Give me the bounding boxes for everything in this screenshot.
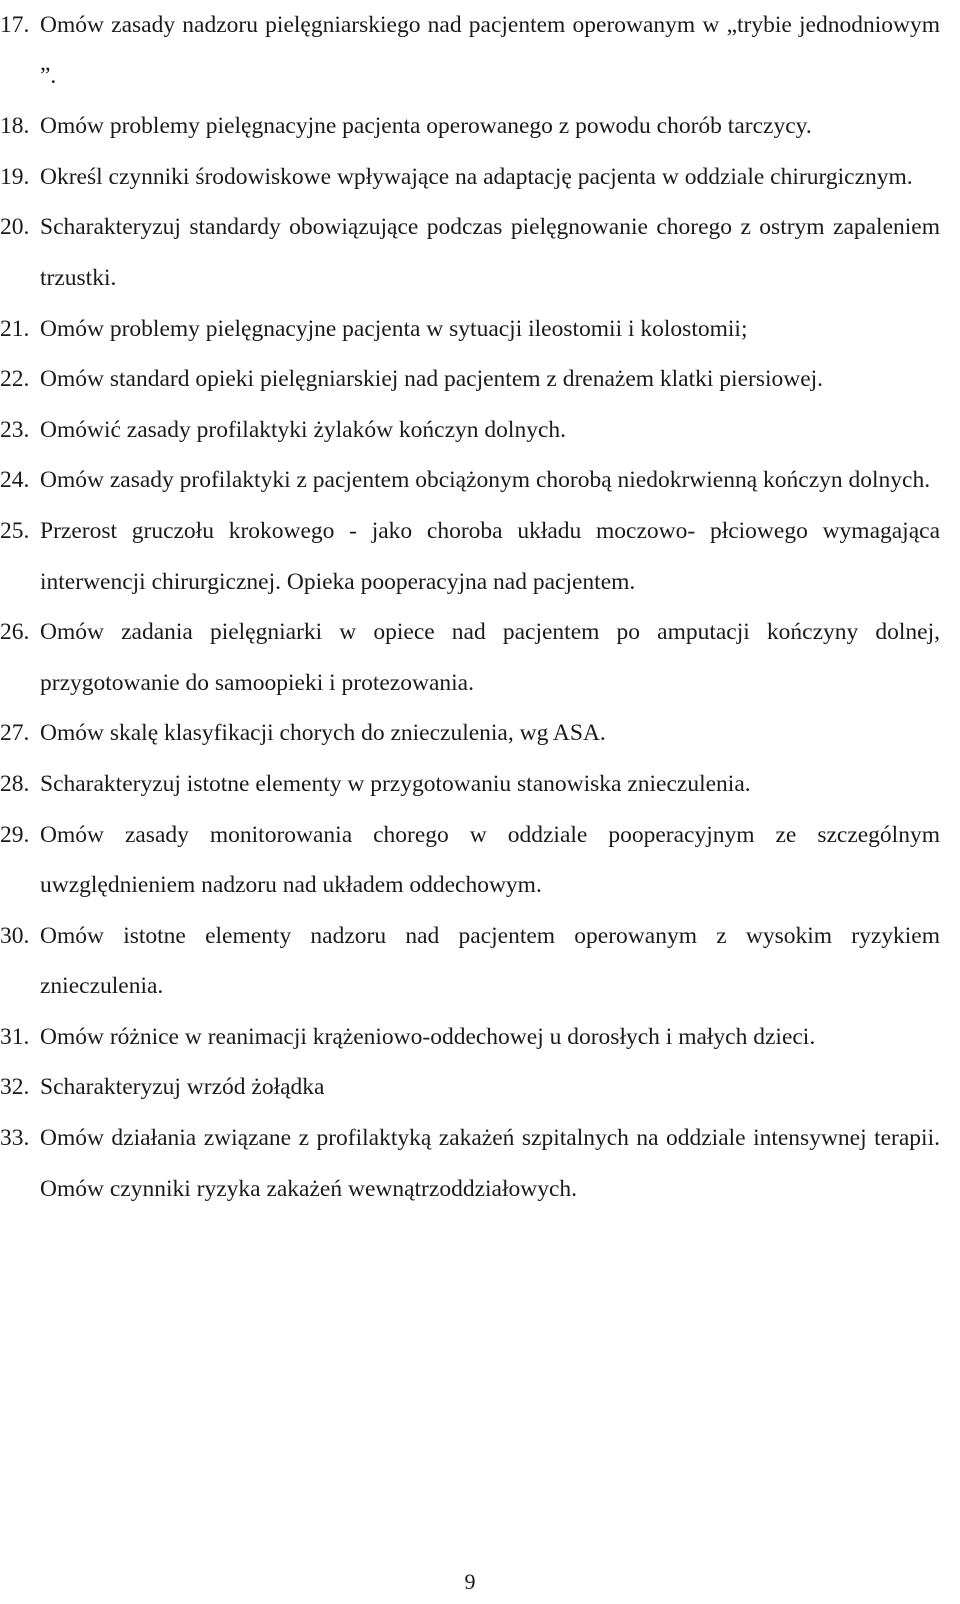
question-item-27 [0, 708, 940, 759]
question-text: Określ czynniki środowiskowe wpływające na adaptację pacjenta w oddziale chirurgicznym. [40, 163, 913, 190]
question-text: Scharakteryzuj wrzód żołądka [40, 1074, 325, 1101]
question-text: Omów zasady profilaktyki z pacjentem obciążonym chorobą niedokrwienną kończyn dolnych. [40, 467, 931, 494]
question-text: Omów standard opieki pielęgniarskiej nad pacjentem z drenażem klatki piersiowej. [40, 366, 824, 393]
question-item-29 [0, 810, 940, 911]
question-number: 30. [0, 922, 30, 949]
question-item-28 [0, 759, 940, 810]
question-item-20 [0, 202, 940, 303]
question-number: 31. [0, 1023, 30, 1050]
question-item-23 [0, 405, 940, 456]
question-number: 33. [0, 1125, 30, 1152]
question-number: 18. [0, 113, 30, 140]
question-text: Omów działania związane z profilaktyką zakażeń szpitalnych na oddziale intensywnej terapii. Omów czynniki ryzyka zakażeń wewnątrzoddziałowych. [40, 1125, 940, 1202]
question-number: 17. [0, 12, 30, 38]
question-text: Omów problemy pielęgnacyjne pacjenta w sytuacji ileostomii i kolostomii; [40, 315, 748, 342]
question-item-31 [0, 1012, 940, 1063]
question-number: 32. [0, 1074, 30, 1101]
question-number: 24. [0, 467, 30, 494]
question-item-17 [0, 0, 940, 101]
question-text: Omów problemy pielęgnacyjne pacjenta operowanego z powodu chorób tarczycy. [40, 113, 812, 140]
question-number: 21. [0, 315, 30, 342]
page-number: 9 [464, 1569, 476, 1594]
question-number: 28. [0, 770, 30, 797]
question-item-19 [0, 152, 940, 203]
question-text: Omów skalę klasyfikacji chorych do znieczulenia, wg ASA. [40, 720, 606, 747]
question-text: Omów zadania pielęgniarki w opiece nad pacjentem po amputacji kończyny dolnej, przygotowanie do samoopieki i protezowania. [40, 619, 940, 696]
question-item-21 [0, 304, 940, 355]
question-item-25 [0, 506, 940, 607]
question-item-26 [0, 607, 940, 708]
question-text: Omówić zasady profilaktyki żylaków kończyn dolnych. [40, 416, 566, 443]
question-item-18 [0, 101, 940, 152]
question-item-24 [0, 455, 940, 506]
question-text: Omów istotne elementy nadzoru nad pacjentem operowanym z wysokim ryzykiem znieczulenia. [40, 922, 940, 1000]
question-number: 23. [0, 416, 30, 443]
question-text: Omów różnice w reanimacji krążeniowo-oddechowej u dorosłych i małych dzieci. [40, 1023, 816, 1050]
question-text: Scharakteryzuj istotne elementy w przygotowaniu stanowiska znieczulenia. [40, 770, 751, 797]
question-item-30 [0, 911, 940, 1012]
question-item-33 [0, 1113, 940, 1214]
question-text: Omów zasady monitorowania chorego w oddziale pooperacyjnym ze szczególnym uwzględnieniem nadzoru nad układem oddechowym. [40, 821, 940, 899]
question-number: 19. [0, 163, 30, 190]
question-number: 22. [0, 366, 30, 393]
question-number: 29. [0, 821, 30, 848]
question-text: Scharakteryzuj standardy obowiązujące podczas pielęgnowanie chorego z ostrym zapaleniem trzustki. [40, 214, 940, 291]
question-number: 20. [0, 214, 30, 241]
question-text: Przerost gruczołu krokowego - jako choroba układu moczowo- płciowego wymagająca interwencji chirurgicznej. Opieka pooperacyjna nad pacjentem. [40, 517, 940, 595]
question-item-32 [0, 1062, 940, 1113]
question-item-22 [0, 354, 940, 405]
question-text: Omów zasady nadzoru pielęgniarskiego nad pacjentem operowanym w „trybie jednodniowym ”. [40, 12, 940, 89]
question-number: 25. [0, 517, 30, 544]
question-number: 26. [0, 619, 30, 646]
question-number: 27. [0, 720, 30, 747]
